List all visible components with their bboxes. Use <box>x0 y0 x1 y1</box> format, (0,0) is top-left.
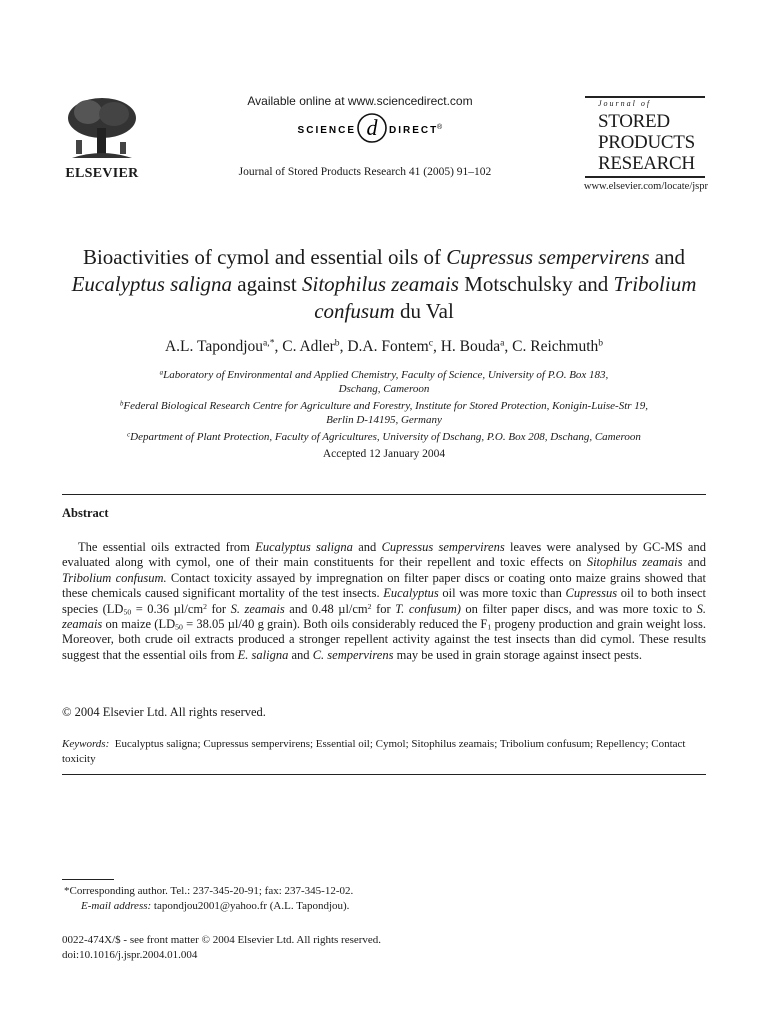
author: D.A. Fontem <box>347 338 429 355</box>
keywords <box>62 737 706 766</box>
keywords-label: Keywords: <box>62 738 110 750</box>
journal-citation: Journal of Stored Products Research 41 (2005) 91–102 <box>238 166 492 178</box>
sciencedirect-logo <box>280 112 480 144</box>
divider <box>62 774 706 775</box>
journal-url[interactable]: www.elsevier.com/locate/jspr <box>583 181 708 192</box>
journal-logo-small: Journal of <box>598 99 652 108</box>
affiliation-a: $^a$Laboratory of Environmental and Applied Chemistry, Faculty of Science, University of P.O. Box 183, Dschang, Cameroon <box>159 369 609 395</box>
doi-link[interactable]: doi:10.1016/j.jspr.2004.01.004 <box>62 949 198 961</box>
author-list: A.L. Tapondjou$^{a,*}$, C. Adler$^b$, D.A. Fontem$^c$, H. Bouda$^a$, C. Reichmuth$^b$ <box>164 337 604 355</box>
corresponding-author: *Corresponding author. Tel.: 237-345-20-91; fax: 237-345-12-02. <box>64 885 354 897</box>
available-online-text: Available online at www.sciencedirect.com <box>247 94 473 108</box>
abstract-copyright: © 2004 Elsevier Ltd. All rights reserved. <box>62 705 266 719</box>
accepted-date: Accepted 12 January 2004 <box>322 448 446 460</box>
journal-logo-rule-bottom <box>585 176 705 178</box>
author: H. Bouda <box>440 338 501 355</box>
svg-text:d: d <box>366 115 378 140</box>
journal-logo-line2: PRODUCTS <box>598 132 695 153</box>
issn-line: 0022-474X/$ - see front matter © 2004 Elsevier Ltd. All rights reserved. <box>62 934 382 946</box>
author: C. Adler <box>282 338 335 355</box>
footnote-rule <box>62 879 114 880</box>
sciencedirect-left: SCIENCE <box>297 125 356 136</box>
author: A.L. Tapondjou <box>164 338 264 355</box>
corresponding-footnote <box>62 884 353 914</box>
abstract-heading: Abstract <box>62 506 109 520</box>
author: C. Reichmuth <box>512 338 599 355</box>
abstract-text: The essential oils extracted from Eucalyptus saligna and Cupressus sempervirens leaves were analysed by GC-MS and evaluated along with cymol, one of their main constituents for their repellent and toxic effects on Sitophilus zeamais and Tribolium confusum. Contact toxicity assayed by impregnation on filter paper discs or coating onto maize grains showed that these chemicals caused significant mortality of the test insects. Eucalyptus oil was more toxic than Cupressus oil to both insect species ($LD_{50} = 0.36$ $\mu l/cm^2$ for S. zeamais and 0.48 $\mu l/cm^2$ for T. confusum) on filter paper discs, and was more toxic to S. zeamais on maize ($LD_{50} = 38.05$ µl/40 g grain). Both oils considerably reduced the $F_1$ progeny production and grain weight loss. Moreover, both crude oil extracts produced a stronger repellent activity against the test insects than did cymol. These results suggest that the essential oils from E. saligna and C. sempervirens may be used in grain storage against insect pests. <box>62 540 707 662</box>
journal-logo-rule-top <box>585 96 705 98</box>
front-matter <box>62 933 381 963</box>
sciencedirect-mark: ® <box>437 124 443 131</box>
email-link[interactable]: tapondjou2001@yahoo.fr (A.L. Tapondjou). <box>153 900 350 912</box>
keywords-text: Eucalyptus saligna; Cupressus sempervirens; Essential oil; Cymol; Sitophilus zeamais; Tribolium confusum; Repellency; Contact toxicity <box>62 738 686 765</box>
journal-logo-line1: STORED <box>598 111 670 132</box>
affiliation-c: $^c$Department of Plant Protection, Faculty of Agricultures, University of Dschang, P.O. Box 208, Dschang, Cameroon <box>127 431 641 443</box>
article-title: Bioactivities of cymol and essential oils of Cupressus sempervirens and Eucalyptus saligna against Sitophilus zeamais Motschulsky and Tribolium confusum du Val <box>71 245 697 323</box>
email-label: E-mail address: <box>81 900 152 912</box>
divider <box>62 494 706 495</box>
sciencedirect-right: DIRECT <box>389 125 439 136</box>
elsevier-tree-logo <box>62 96 142 162</box>
affiliation-b: $^b$Federal Biological Research Centre for Agriculture and Forestry, Institute for Stored Protection, Konigin-Luise-Str 19, Berlin D-14195, Germany <box>119 400 649 426</box>
journal-logo-line3: RESEARCH <box>598 153 695 174</box>
publisher-name: ELSEVIER <box>65 166 139 181</box>
